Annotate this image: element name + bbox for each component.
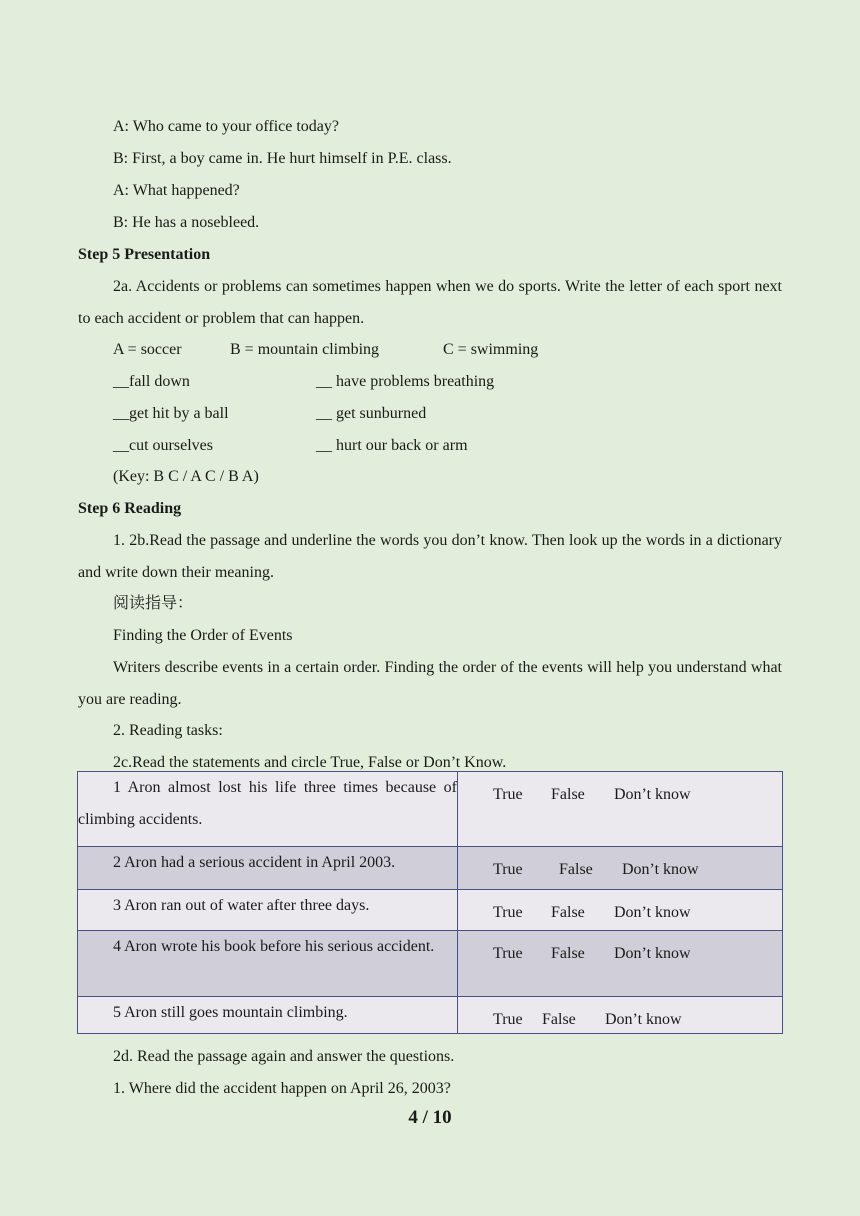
choice-cell <box>458 890 783 931</box>
dont-know-option: Don’t know <box>605 1011 682 1028</box>
dialogue-line-1: A: Who came to your office today? <box>113 118 339 135</box>
choice-cell <box>458 847 783 890</box>
option-a: A = soccer <box>113 341 182 358</box>
false-option: False <box>542 1011 576 1028</box>
true-option: True <box>493 786 523 803</box>
reading-task-2c: 2c.Read the statements and circle True, False or Don’t Know. <box>113 754 507 771</box>
dialogue-line-4: B: He has a nosebleed. <box>113 214 260 231</box>
dialogue-line-3: A: What happened? <box>113 182 240 199</box>
false-option: False <box>551 786 585 803</box>
question-1: 1. Where did the accident happen on April 26, 2003? <box>113 1080 451 1097</box>
step5-heading: Step 5 Presentation <box>78 246 211 263</box>
choice-cell <box>458 772 783 847</box>
answer-key: (Key: B C / A C / B A) <box>113 468 259 485</box>
statement-cell: 2 Aron had a serious accident in April 2003. <box>78 847 458 890</box>
true-option: True <box>493 904 523 921</box>
statement-cell: 5 Aron still goes mountain climbing. <box>78 997 458 1034</box>
item-right-2: __ get sunburned <box>316 405 427 422</box>
guide-title: Finding the Order of Events <box>113 627 293 644</box>
false-option: False <box>551 945 585 962</box>
reading-task-1: 1. 2b.Read the passage and underline the words you don’t know. Then look up the words in a dictionary and write down their meaning. <box>78 532 782 581</box>
dont-know-option: Don’t know <box>614 904 691 921</box>
table-row <box>78 772 783 847</box>
statement-cell: 4 Aron wrote his book before his serious accident. <box>78 931 458 997</box>
table-row <box>78 847 783 890</box>
item-right-1: __ have problems breathing <box>316 373 495 390</box>
table-row <box>78 890 783 931</box>
option-b: B = mountain climbing <box>230 341 380 358</box>
choice-cell <box>458 931 783 997</box>
page-number: 4 / 10 <box>408 1107 452 1128</box>
table-row <box>78 997 783 1034</box>
reading-task-2d: 2d. Read the passage again and answer the questions. <box>113 1048 455 1065</box>
true-option: True <box>493 1011 523 1028</box>
item-left-3: __cut ourselves <box>113 437 213 454</box>
option-c: C = swimming <box>443 341 539 358</box>
choice-cell <box>458 997 783 1034</box>
dont-know-option: Don’t know <box>614 945 691 962</box>
guide-label: 阅读指导： <box>113 595 194 612</box>
true-option: True <box>493 945 523 962</box>
reading-task-2: 2. Reading tasks: <box>113 722 223 739</box>
true-option: True <box>493 861 523 878</box>
step6-heading: Step 6 Reading <box>78 500 182 517</box>
item-left-2: __get hit by a ball <box>113 405 229 422</box>
statement-cell: 1 Aron almost lost his life three times because of climbing accidents. <box>78 772 458 847</box>
statement-cell: 3 Aron ran out of water after three days. <box>78 890 458 931</box>
item-right-3: __ hurt our back or arm <box>316 437 468 454</box>
dialogue-line-2: B: First, a boy came in. He hurt himself in P.E. class. <box>113 150 452 167</box>
step5-instruction: 2a. Accidents or problems can sometimes happen when we do sports. Write the letter of each sport next to each accident or problem that can happen. <box>78 278 782 327</box>
table-row <box>78 931 783 997</box>
true-false-table <box>77 771 783 1034</box>
item-left-1: __fall down <box>113 373 190 390</box>
guide-text: Writers describe events in a certain order. Finding the order of the events will help you understand what you are reading. <box>78 659 782 708</box>
false-option: False <box>551 904 585 921</box>
false-option: False <box>559 861 593 878</box>
dont-know-option: Don’t know <box>622 861 699 878</box>
dont-know-option: Don’t know <box>614 786 691 803</box>
